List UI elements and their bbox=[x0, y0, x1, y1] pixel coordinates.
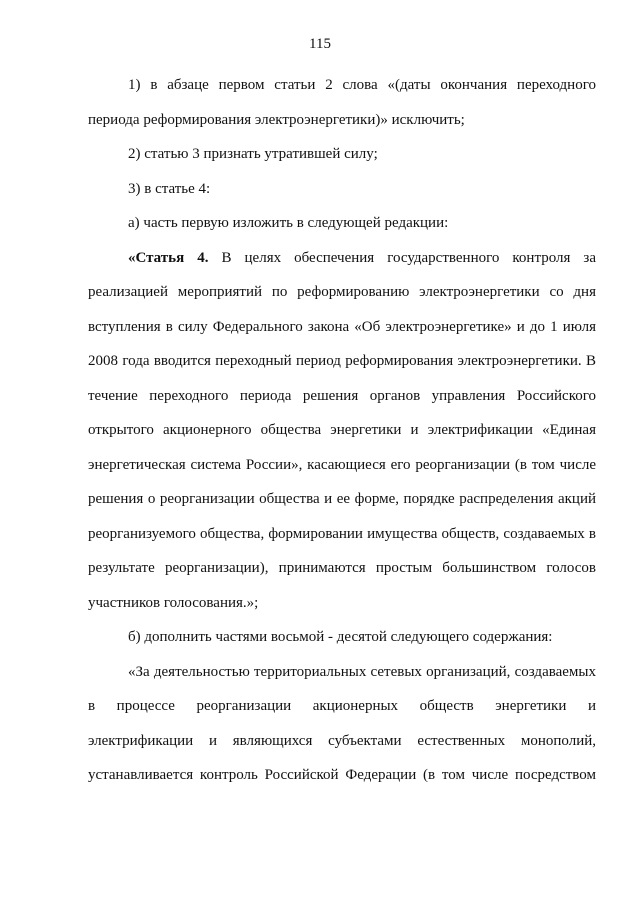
page-number: 115 bbox=[309, 36, 331, 52]
article-body: В целях обеспечения государственного контроля за реализацией мероприятий по реформированию электроэнергетики со дня вступления в силу Федерального закона «Об электроэнергетике» и до 1 июля 2008 года вводится переходный период реформирования электроэнергетики. В течение переходного периода решения органов управления Российского открытого акционерного общества энергетики и электрификации «Единая энергетическая система России», касающиеся его реорганизации (в том числе решения о реорганизации общества и ее форме, порядке распределения акций реорганизуемого общества, формировании имущества обществ, создаваемых в результате реорганизации), принимаются простым большинством голосов участников голосования.»; bbox=[88, 249, 596, 611]
paragraph-1: 1) в абзаце первом статьи 2 слова «(даты окончания переходного периода реформирования электроэнергетики)» исключить; bbox=[88, 77, 596, 128]
document-body bbox=[88, 68, 596, 793]
paragraph-7: «За деятельностью территориальных сетевых организаций, создаваемых в процессе реорганизации акционерных обществ энергетики и электрификации и являющихся субъектами естественных монополий, устанавливается контроль Российской Федерации (в том числе посредством bbox=[88, 663, 596, 783]
paragraph-6: б) дополнить частями восьмой - десятой следующего содержания: bbox=[128, 629, 553, 645]
article-heading: «Статья 4. bbox=[128, 249, 209, 266]
paragraph-2: 2) статью 3 признать утратившей силу; bbox=[128, 146, 378, 162]
paragraph-4: а) часть первую изложить в следующей редакции: bbox=[128, 215, 449, 231]
paragraph-3: 3) в статье 4: bbox=[128, 180, 211, 197]
paragraph-article-4 bbox=[88, 241, 596, 621]
